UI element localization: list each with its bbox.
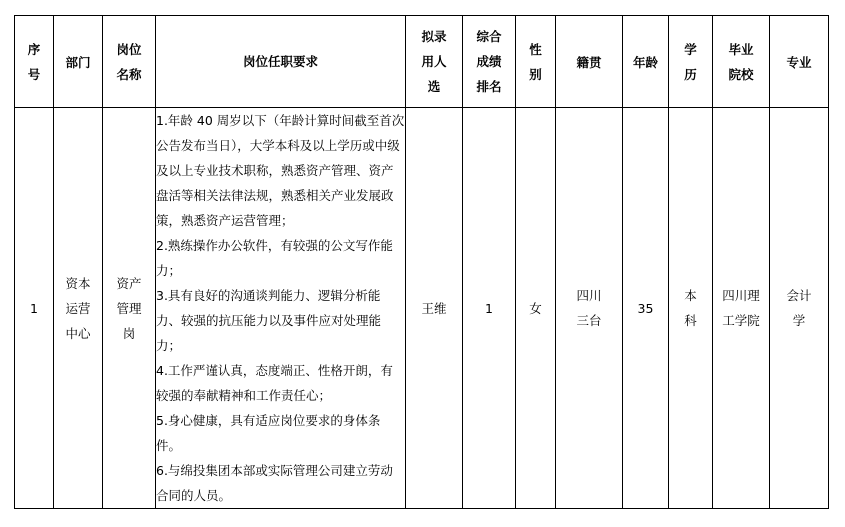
header-label-proposed-candidate: 拟录用人选 — [421, 29, 447, 94]
cell-value-age: 35 — [637, 300, 654, 316]
header-cell-education — [669, 16, 713, 108]
cell-value-proposed-candidate: 王维 — [421, 301, 447, 316]
header-cell-age — [623, 16, 669, 108]
header-cell-index — [15, 16, 54, 108]
cell-value-overall-score-rank: 1 — [485, 300, 493, 316]
header-cell-overall-score-rank — [463, 16, 516, 108]
cell-major — [770, 108, 829, 509]
cell-value-education: 本科 — [684, 288, 697, 328]
requirement-item-2: 2.熟练操作办公软件，有较强的公文写作能力； — [156, 238, 393, 278]
recruitment-table — [14, 15, 829, 509]
header-label-major: 专业 — [786, 54, 812, 70]
header-cell-major — [770, 16, 829, 108]
cell-graduated-school — [713, 108, 770, 509]
cell-position-name — [103, 108, 156, 509]
header-label-graduated-school: 毕业院校 — [728, 41, 754, 82]
header-cell-native-place — [556, 16, 623, 108]
cell-value-position-name: 资产管理岗 — [116, 275, 142, 341]
table-row — [15, 108, 829, 509]
header-label-position-name: 岗位名称 — [116, 41, 142, 82]
cell-requirements — [156, 108, 406, 509]
cell-value-department: 资本运营中心 — [65, 275, 91, 341]
header-cell-requirements — [156, 16, 406, 108]
header-label-index: 序号 — [27, 41, 41, 82]
cell-value-graduated-school: 四川理工学院 — [722, 288, 760, 328]
header-label-requirements: 岗位任职要求 — [242, 54, 318, 69]
requirement-item-6: 6.与绵投集团本部或实际管理公司建立劳动合同的人员。 — [156, 463, 393, 503]
header-cell-graduated-school — [713, 16, 770, 108]
cell-education — [669, 108, 713, 509]
cell-age — [623, 108, 669, 509]
header-label-gender: 性别 — [529, 41, 542, 82]
requirement-item-1: 1.年龄 40 周岁以下（年龄计算时间截至首次公告发布当日），大学本科及以上学历或中级及以上专业技术职称，熟悉资产管理、资产盘活等相关法律法规，熟悉相关产业发展政策，熟悉资产运营管理； — [156, 113, 405, 228]
requirement-item-5: 5.身心健康，具有适应岗位要求的身体条件。 — [156, 413, 381, 453]
header-label-age: 年龄 — [632, 54, 658, 70]
cell-value-gender: 女 — [529, 301, 542, 316]
requirement-item-4: 4.工作严谨认真，态度端正、性格开朗，有较强的奉献精神和工作责任心； — [156, 363, 393, 403]
cell-gender — [516, 108, 556, 509]
header-cell-department — [54, 16, 103, 108]
cell-index — [15, 108, 54, 509]
cell-value-major: 会计学 — [786, 288, 812, 328]
header-cell-gender — [516, 16, 556, 108]
header-label-education: 学历 — [684, 41, 697, 82]
requirement-item-3: 3.具有良好的沟通谈判能力、逻辑分析能力、较强的抗压能力以及事件应对处理能力； — [156, 288, 382, 353]
table-header-row — [15, 16, 829, 108]
cell-value-native-place: 四川三台 — [576, 288, 602, 328]
header-label-department: 部门 — [65, 54, 91, 70]
header-cell-proposed-candidate — [406, 16, 463, 108]
cell-department — [54, 108, 103, 509]
cell-value-index: 1 — [30, 300, 38, 316]
header-cell-position-name — [103, 16, 156, 108]
cell-overall-score-rank — [463, 108, 516, 509]
header-label-native-place: 籍贯 — [576, 54, 602, 70]
header-label-overall-score-rank: 综合成绩排名 — [476, 29, 502, 94]
cell-proposed-candidate — [406, 108, 463, 509]
cell-native-place — [556, 108, 623, 509]
table-body — [15, 108, 829, 509]
